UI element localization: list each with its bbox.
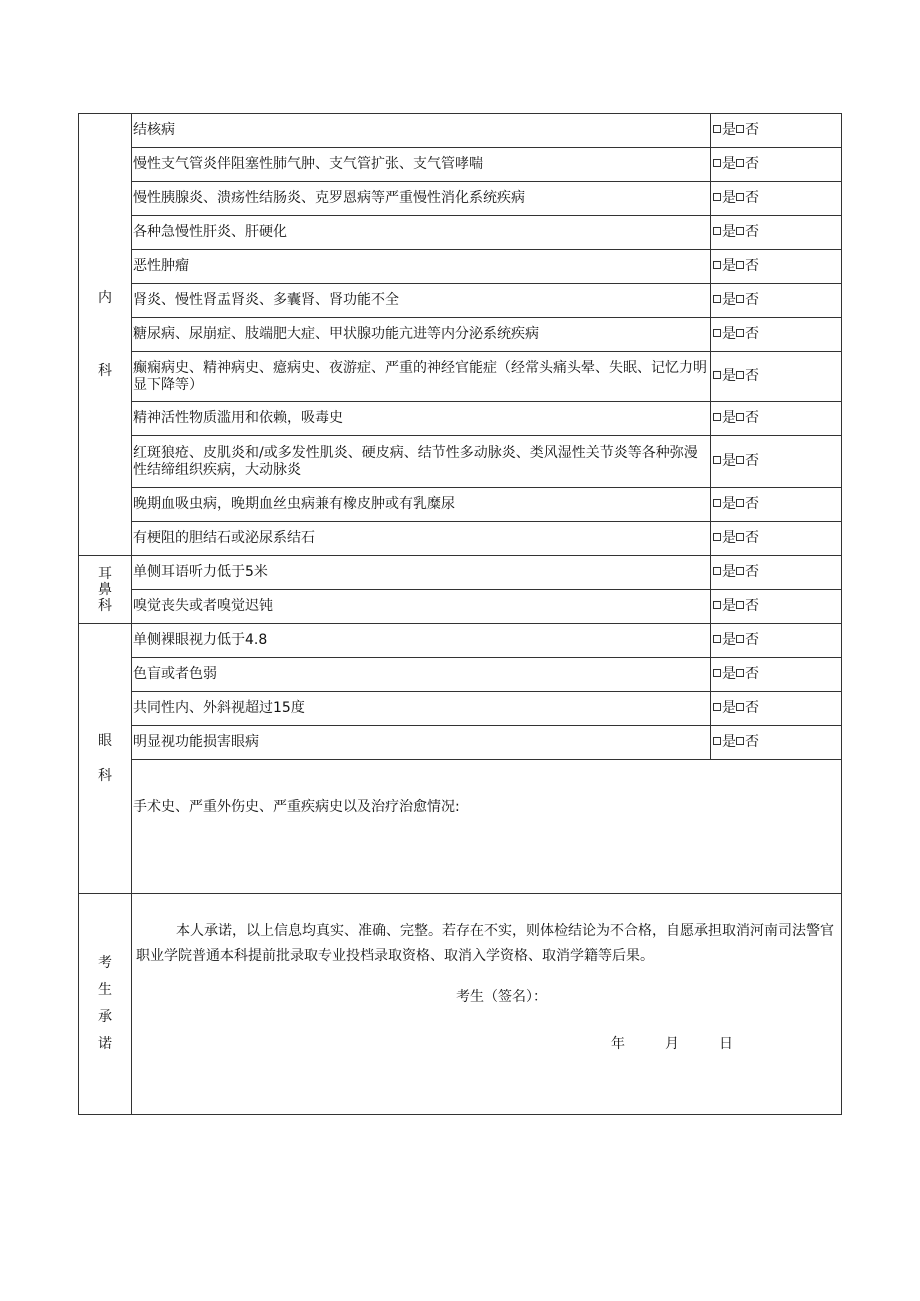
condition-item: 癫痫病史、精神病史、癔病史、夜游症、严重的神经官能症（经常头痛头晕、失眠、记忆力明显下降等）: [132, 352, 711, 402]
checkbox-yes[interactable]: [713, 635, 721, 643]
condition-item: 各种急慢性肝炎、肝硬化: [132, 216, 711, 250]
yes-no-choice[interactable]: 是 否: [711, 522, 842, 556]
checkbox-no[interactable]: [736, 227, 744, 235]
yes-no-choice[interactable]: 是 否: [711, 114, 842, 148]
yes-no-choice[interactable]: 是 否: [711, 692, 842, 726]
checkbox-yes[interactable]: [713, 567, 721, 575]
date-line[interactable]: [611, 1036, 841, 1053]
date-day: 日: [719, 1036, 733, 1052]
section-candidate-promise: [79, 894, 132, 1115]
checkbox-no[interactable]: [736, 295, 744, 303]
signature-label: 考生（签名）：: [456, 989, 547, 1005]
checkbox-yes[interactable]: [713, 669, 721, 677]
condition-item: 慢性胰腺炎、溃疡性结肠炎、克罗恩病等严重慢性消化系统疾病: [132, 182, 711, 216]
yes-no-choice[interactable]: 是 否: [711, 318, 842, 352]
checkbox-no[interactable]: [736, 329, 744, 337]
checkbox-no[interactable]: [736, 533, 744, 541]
checkbox-yes[interactable]: [713, 159, 721, 167]
checkbox-yes[interactable]: [713, 456, 721, 464]
checkbox-no[interactable]: [736, 159, 744, 167]
condition-item: 共同性内、外斜视超过15度: [132, 692, 711, 726]
health-declaration-table: [78, 113, 842, 1115]
condition-item: 肾炎、慢性肾盂肾炎、多囊肾、肾功能不全: [132, 284, 711, 318]
checkbox-yes[interactable]: [713, 371, 721, 379]
date-month: 月: [665, 1036, 679, 1052]
checkbox-no[interactable]: [736, 125, 744, 133]
section-char: 诺: [98, 1036, 112, 1052]
signature-line[interactable]: [132, 989, 841, 1006]
yes-no-choice[interactable]: 是 否: [711, 352, 842, 402]
yes-no-choice[interactable]: 是 否: [711, 436, 842, 488]
condition-item: 慢性支气管炎伴阻塞性肺气肿、支气管扩张、支气管哮喘: [132, 148, 711, 182]
yes-no-choice[interactable]: 是 否: [711, 488, 842, 522]
condition-item: 结核病: [132, 114, 711, 148]
section-char: 鼻: [98, 581, 112, 598]
checkbox-yes[interactable]: [713, 703, 721, 711]
checkbox-no[interactable]: [736, 499, 744, 507]
checkbox-yes[interactable]: [713, 499, 721, 507]
yes-no-choice[interactable]: 是 否: [711, 624, 842, 658]
checkbox-yes[interactable]: [713, 601, 721, 609]
section-char: 考: [98, 955, 112, 971]
yes-no-choice[interactable]: 是 否: [711, 148, 842, 182]
yes-no-choice[interactable]: 是 否: [711, 250, 842, 284]
yes-no-choice[interactable]: 是 否: [711, 402, 842, 436]
checkbox-no[interactable]: [736, 601, 744, 609]
section-char: 内: [98, 289, 112, 306]
checkbox-no[interactable]: [736, 261, 744, 269]
promise-block: [132, 894, 842, 1115]
yes-no-choice[interactable]: 是 否: [711, 556, 842, 590]
section-char: 科: [98, 767, 112, 784]
checkbox-yes[interactable]: [713, 413, 721, 421]
date-year: 年: [611, 1036, 625, 1052]
checkbox-yes[interactable]: [713, 737, 721, 745]
checkbox-yes[interactable]: [713, 125, 721, 133]
condition-item: 明显视功能损害眼病: [132, 726, 711, 760]
checkbox-no[interactable]: [736, 703, 744, 711]
checkbox-no[interactable]: [736, 193, 744, 201]
checkbox-no[interactable]: [736, 371, 744, 379]
section-ent: [79, 556, 132, 624]
section-char: 科: [98, 597, 112, 614]
section-char: 眼: [98, 732, 112, 749]
condition-item: 色盲或者色弱: [132, 658, 711, 692]
section-ophthalmology: [79, 624, 132, 894]
yes-no-choice[interactable]: 是 否: [711, 726, 842, 760]
promise-statement: 本人承诺，以上信息均真实、准确、完整。若存在不实，则体检结论为不合格，自愿承担取消河南司法警官职业学院普通本科提前批录取专业投档录取资格、取消入学资格、取消学籍等后果。: [136, 923, 834, 964]
condition-item: 有梗阻的胆结石或泌尿系结石: [132, 522, 711, 556]
checkbox-yes[interactable]: [713, 533, 721, 541]
section-char: 科: [98, 362, 112, 379]
yes-no-choice[interactable]: 是 否: [711, 182, 842, 216]
section-internal-medicine: [79, 114, 132, 556]
checkbox-yes[interactable]: [713, 261, 721, 269]
condition-item: 红斑狼疮、皮肌炎和/或多发性肌炎、硬皮病、结节性多动脉炎、类风湿性关节炎等各种弥漫性结缔组织疾病，大动脉炎: [132, 436, 711, 488]
condition-item: 单侧裸眼视力低于4.8: [132, 624, 711, 658]
condition-item: 精神活性物质滥用和依赖，吸毒史: [132, 402, 711, 436]
checkbox-no[interactable]: [736, 567, 744, 575]
yes-no-choice[interactable]: 是 否: [711, 658, 842, 692]
yes-no-choice[interactable]: 是 否: [711, 590, 842, 624]
section-char: 耳: [98, 565, 112, 582]
checkbox-yes[interactable]: [713, 295, 721, 303]
condition-item: 单侧耳语听力低于5米: [132, 556, 711, 590]
checkbox-no[interactable]: [736, 413, 744, 421]
checkbox-yes[interactable]: [713, 193, 721, 201]
medical-history-field[interactable]: [132, 760, 842, 894]
checkbox-yes[interactable]: [713, 227, 721, 235]
checkbox-no[interactable]: [736, 635, 744, 643]
yes-no-choice[interactable]: 是 否: [711, 216, 842, 250]
checkbox-no[interactable]: [736, 456, 744, 464]
condition-item: 晚期血吸虫病，晚期血丝虫病兼有橡皮肿或有乳糜尿: [132, 488, 711, 522]
checkbox-no[interactable]: [736, 737, 744, 745]
section-char: 生: [98, 982, 112, 998]
condition-item: 糖尿病、尿崩症、肢端肥大症、甲状腺功能亢进等内分泌系统疾病: [132, 318, 711, 352]
section-char: 承: [98, 1009, 112, 1025]
checkbox-no[interactable]: [736, 669, 744, 677]
condition-item: 嗅觉丧失或者嗅觉迟钝: [132, 590, 711, 624]
medical-history-label: 手术史、严重外伤史、严重疾病史以及治疗治愈情况:: [133, 799, 460, 815]
yes-no-choice[interactable]: 是 否: [711, 284, 842, 318]
condition-item: 恶性肿瘤: [132, 250, 711, 284]
checkbox-yes[interactable]: [713, 329, 721, 337]
